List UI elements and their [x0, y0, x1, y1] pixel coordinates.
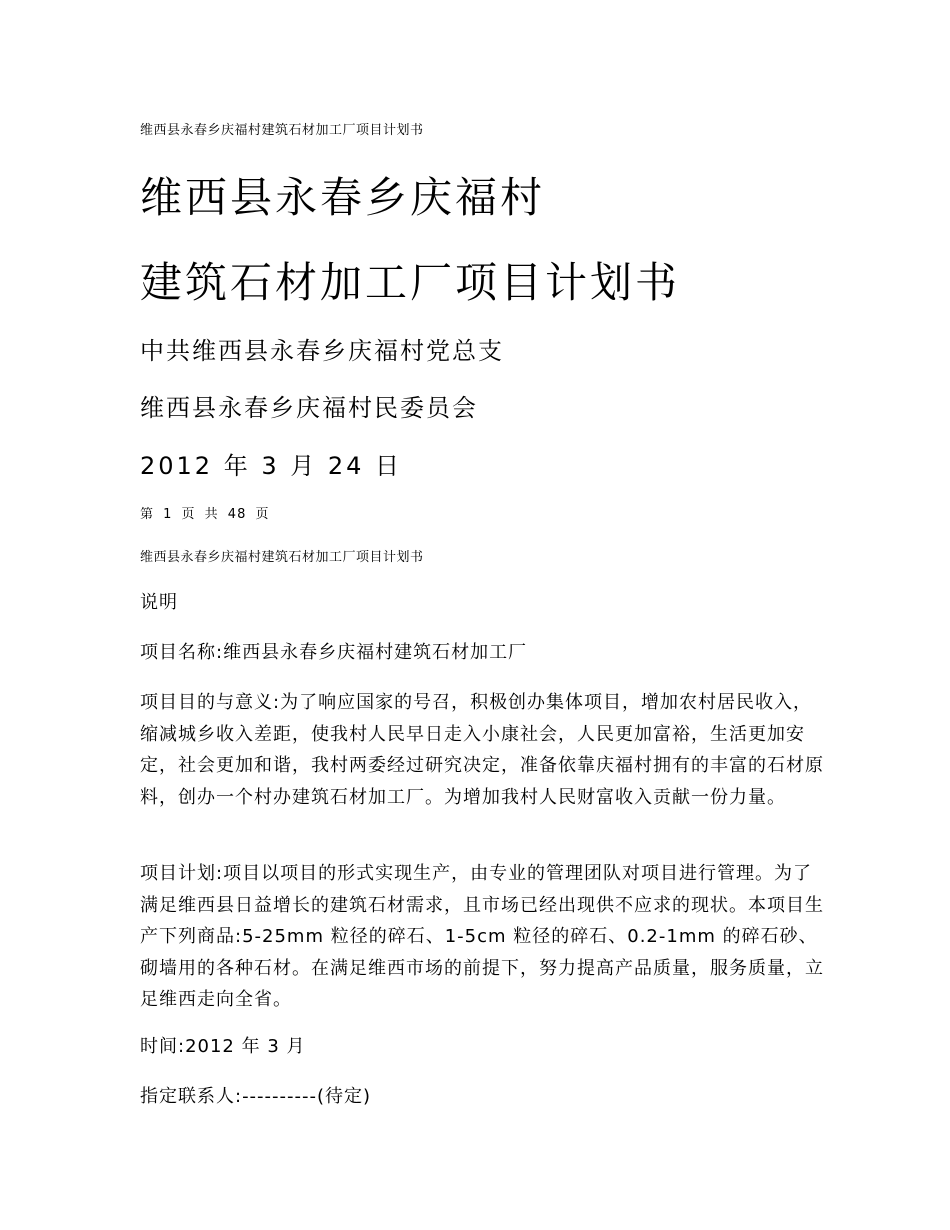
project-contact: 指定联系人:----------(待定): [140, 1086, 372, 1107]
project-name: 项目名称:维西县永春乡庆福村建筑石材加工厂: [140, 642, 528, 663]
running-header-page-2: 维西县永春乡庆福村建筑石材加工厂项目计划书: [140, 550, 424, 565]
cover-date: 2012 年 3 月 24 日: [140, 452, 403, 480]
project-plan-paragraph: 项目计划:项目以项目的形式实现生产，由专业的管理团队对项目进行管理。为了满足维西县日益增长的建筑石材需求，且市场已经出现供不应求的现状。本项目生产下列商品:5-25mm 粒径的碎石、1-5cm 粒径的碎石、0.2-1mm 的碎石砂、砌墙用的各种石材。在满足维西市场的前提下，努力提高产品质量，服务质量，立足维西走向全省。: [140, 863, 824, 1010]
page-number: 第 1 页 共 48 页: [140, 507, 270, 522]
cover-org-village-committee: 维西县永春乡庆福村民委员会: [140, 394, 478, 422]
cover-title-line-1: 维西县永春乡庆福村: [140, 173, 546, 222]
project-purpose-paragraph: 项目目的与意义:为了响应国家的号召，积极创办集体项目，增加农村居民收入，缩减城乡收入差距，使我村人民早日走入小康社会，人民更加富裕，生活更加安定，社会更加和谐，我村两委经过研究决定，准备依靠庆福村拥有的丰富的石材原料，创办一个村办建筑石材加工厂。为增加我村人民财富收入贡献一份力量。: [140, 692, 824, 808]
running-header: 维西县永春乡庆福村建筑石材加工厂项目计划书: [140, 123, 424, 138]
project-time: 时间:2012 年 3 月: [140, 1036, 306, 1057]
cover-title-line-2: 建筑石材加工厂项目计划书: [140, 258, 681, 307]
cover-org-party-branch: 中共维西县永春乡庆福村党总支: [140, 337, 504, 365]
section-heading: 说明: [140, 592, 178, 613]
